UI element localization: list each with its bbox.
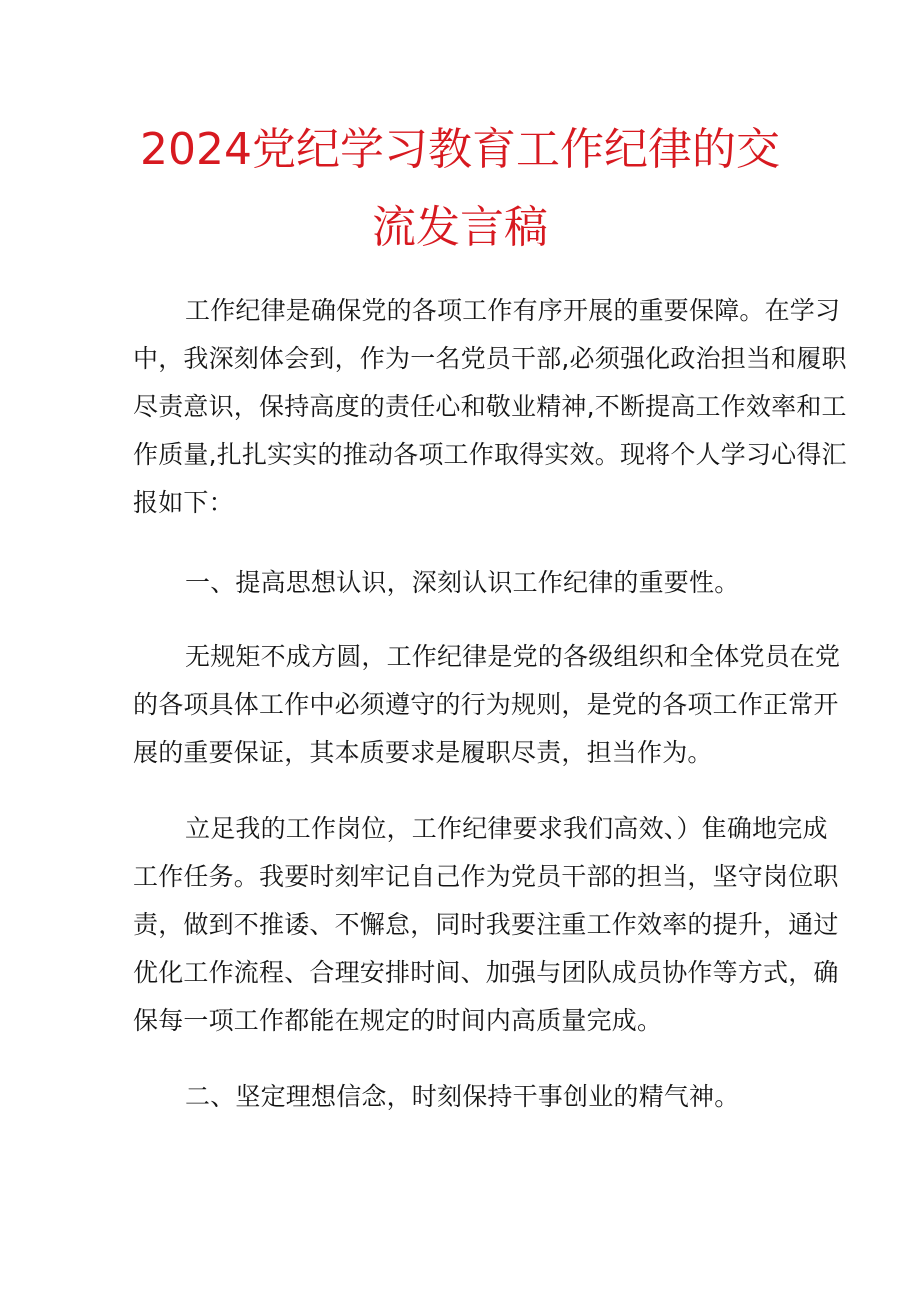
- document-title-line-1: 2024党纪学习教育工作纪律的交: [140, 124, 780, 175]
- paragraph-1-line-5: 报如下：: [133, 488, 234, 517]
- paragraph-1-line-1: 工作纪律是确保党的各项工作有序开展的重要保障。在学习: [185, 296, 841, 325]
- paragraph-2-line-1: 无规矩不成方圆，工作纪律是党的各级组织和全体党员在党: [185, 642, 841, 671]
- document-title-line-2: 流发言稿: [372, 202, 548, 253]
- paragraph-3-line-4: 优化工作流程、合理安排时间、加强与团队成员协作等方式，确: [133, 958, 839, 987]
- paragraph-2-line-2: 的各项具体工作中必须遵守的行为规则，是党的各项工作正常开: [133, 690, 839, 719]
- paragraph-1-line-2: 中，我深刻体会到，作为一名党员干部,必须强化政治担当和履职: [133, 344, 847, 373]
- section-heading-1: 一、提高思想认识，深刻认识工作纪律的重要性。: [185, 568, 740, 597]
- paragraph-1-line-3: 尽责意识，保持高度的责任心和敬业精神,不断提高工作效率和工: [133, 392, 847, 421]
- paragraph-3-line-2: 工作任务。我要时刻牢记自己作为党员干部的担当，坚守岗位职: [133, 862, 839, 891]
- paragraph-3-line-1: 立足我的工作岗位，工作纪律要求我们高效、）隹确地完成: [185, 814, 828, 843]
- section-heading-2: 二、坚定理想信念，时刻保持干事创业的精气神。: [185, 1082, 740, 1111]
- paragraph-3-line-3: 责，做到不推诿、不懈怠，同时我要注重工作效率的提升，通过: [133, 910, 839, 939]
- paragraph-3-line-5: 保每一项工作都能在规定的时间内高质量完成。: [133, 1006, 663, 1035]
- paragraph-1-line-4: 作质量,扎扎实实的推动各项工作取得实效。现将个人学习心得汇: [133, 440, 847, 469]
- paragraph-2-line-3: 展的重要保证，其本质要求是履职尽责，担当作为。: [133, 738, 713, 767]
